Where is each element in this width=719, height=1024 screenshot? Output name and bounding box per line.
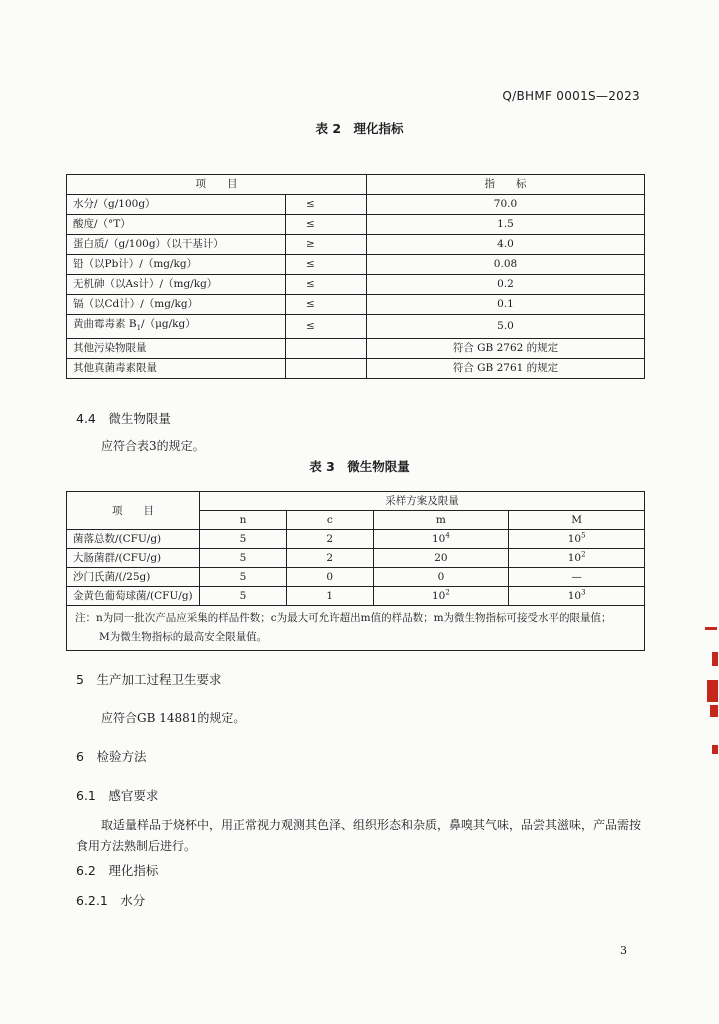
table-header-row — [67, 175, 645, 195]
row-item: 酸度/（°T） — [67, 215, 286, 235]
row-c: 2 — [286, 549, 373, 568]
section-6-2-heading: 6.2 理化指标 — [76, 863, 159, 878]
row-m — [373, 530, 509, 549]
row-item: 铅（以Pb计）/（mg/kg） — [67, 255, 286, 275]
row-value: 0.2 — [367, 275, 645, 295]
table-row — [67, 530, 645, 549]
section-6-2-1-heading: 6.2.1 水分 — [76, 893, 146, 908]
row-value: 0.1 — [367, 295, 645, 315]
row-value: 1.5 — [367, 215, 645, 235]
row-m — [373, 568, 509, 587]
table-row — [67, 315, 645, 339]
row-n: 5 — [200, 587, 287, 606]
table-row — [67, 195, 645, 215]
section-6-1-text: 取适量样品于烧杯中，用正常视力观测其色泽、组织形态和杂质，鼻嗅其气味，品尝其滋味，产品需按食用方法熟制后进行。 — [76, 818, 642, 853]
value-base: 0 — [437, 571, 445, 583]
table-row — [67, 359, 645, 379]
table-row — [67, 568, 645, 587]
section-5-heading: 5 生产加工过程卫生要求 — [76, 672, 222, 687]
row-value: 符合 GB 2762 的规定 — [367, 339, 645, 359]
row-M — [509, 568, 645, 587]
value-exponent: 3 — [581, 588, 586, 597]
section-6-1-heading: 6.1 感官要求 — [76, 788, 159, 803]
section-4-4-text: 应符合表3的规定。 — [101, 439, 205, 453]
row-n: 5 — [200, 530, 287, 549]
section-6-heading: 6 检验方法 — [76, 749, 147, 764]
table-row — [67, 295, 645, 315]
value-base: 10 — [567, 590, 582, 602]
value-base: 10 — [567, 552, 582, 564]
table-row — [67, 255, 645, 275]
row-operator: ≤ — [286, 195, 367, 215]
microbial-table — [66, 491, 645, 651]
row-item: 沙门氏菌/(/25g) — [67, 568, 200, 587]
table-row — [67, 587, 645, 606]
row-n: 5 — [200, 549, 287, 568]
row-item: 菌落总数/(CFU/g) — [67, 530, 200, 549]
row-operator: ≤ — [286, 315, 367, 339]
row-operator: ≤ — [286, 215, 367, 235]
table2-caption: 表 2 理化指标 — [315, 121, 404, 136]
value-base: 10 — [567, 533, 582, 545]
row-c: 2 — [286, 530, 373, 549]
row-value: 5.0 — [367, 315, 645, 339]
row-m — [373, 549, 509, 568]
table-row — [67, 549, 645, 568]
physicochemical-table — [66, 174, 645, 379]
row-item: 金黄色葡萄球菌/(CFU/g) — [67, 587, 200, 606]
table-header-row — [67, 492, 645, 511]
value-base: — — [571, 571, 582, 583]
value-exponent: 2 — [445, 588, 450, 597]
table-note — [67, 606, 645, 651]
table-row — [67, 215, 645, 235]
value-exponent: 5 — [581, 531, 586, 540]
row-item: 大肠菌群/(CFU/g) — [67, 549, 200, 568]
note-line-2: M为微生物指标的最高安全限量值。 — [99, 631, 268, 643]
table-note-row — [67, 606, 645, 651]
subheader-M: M — [509, 511, 645, 530]
row-value: 70.0 — [367, 195, 645, 215]
row-operator: ≤ — [286, 255, 367, 275]
value-base: 10 — [431, 590, 446, 602]
row-c: 1 — [286, 587, 373, 606]
row-operator: ≥ — [286, 235, 367, 255]
value-exponent: 4 — [445, 531, 450, 540]
row-operator: ≤ — [286, 295, 367, 315]
row-item-subscript: 1 — [136, 324, 142, 333]
table-row — [67, 339, 645, 359]
row-item-text: 黄曲霉毒素 B — [73, 318, 137, 330]
row-item: 蛋白质/（g/100g）（以干基计） — [67, 235, 286, 255]
row-c: 0 — [286, 568, 373, 587]
row-operator — [286, 339, 367, 359]
section-5-text: 应符合GB 14881的规定。 — [101, 711, 246, 725]
row-M — [509, 549, 645, 568]
page-number: 3 — [620, 944, 627, 957]
row-item — [67, 315, 286, 339]
row-item: 镉（以Cd计）/（mg/kg） — [67, 295, 286, 315]
table-row — [67, 275, 645, 295]
row-M — [509, 587, 645, 606]
header-item: 项 目 — [67, 492, 200, 530]
header-sampling: 采样方案及限量 — [200, 492, 645, 511]
header-item: 项 目 — [67, 175, 367, 195]
row-item: 水分/（g/100g） — [67, 195, 286, 215]
row-item: 无机砷（以As计）/（mg/kg） — [67, 275, 286, 295]
row-value: 符合 GB 2761 的规定 — [367, 359, 645, 379]
section-4-4-heading: 4.4 微生物限量 — [76, 411, 171, 426]
value-base: 10 — [431, 533, 446, 545]
table3-caption: 表 3 微生物限量 — [309, 459, 410, 474]
row-operator — [286, 359, 367, 379]
row-item-unit: /（μg/kg） — [141, 318, 196, 330]
row-M — [509, 530, 645, 549]
value-base: 20 — [434, 552, 448, 564]
row-value: 4.0 — [367, 235, 645, 255]
document-code: Q/BHMF 0001S—2023 — [502, 89, 640, 103]
table-row — [67, 235, 645, 255]
row-item: 其他污染物限量 — [67, 339, 286, 359]
value-exponent: 2 — [581, 550, 586, 559]
row-n: 5 — [200, 568, 287, 587]
row-value: 0.08 — [367, 255, 645, 275]
row-operator: ≤ — [286, 275, 367, 295]
subheader-c: c — [286, 511, 373, 530]
subheader-n: n — [200, 511, 287, 530]
note-line-1: 注：n为同一批次产品应采集的样品件数；c为最大可允许超出m值的样品数；m为微生物指标可接受水平的限量值； — [75, 612, 612, 624]
row-item: 其他真菌毒素限量 — [67, 359, 286, 379]
subheader-m: m — [373, 511, 509, 530]
header-value: 指 标 — [367, 175, 645, 195]
row-m — [373, 587, 509, 606]
